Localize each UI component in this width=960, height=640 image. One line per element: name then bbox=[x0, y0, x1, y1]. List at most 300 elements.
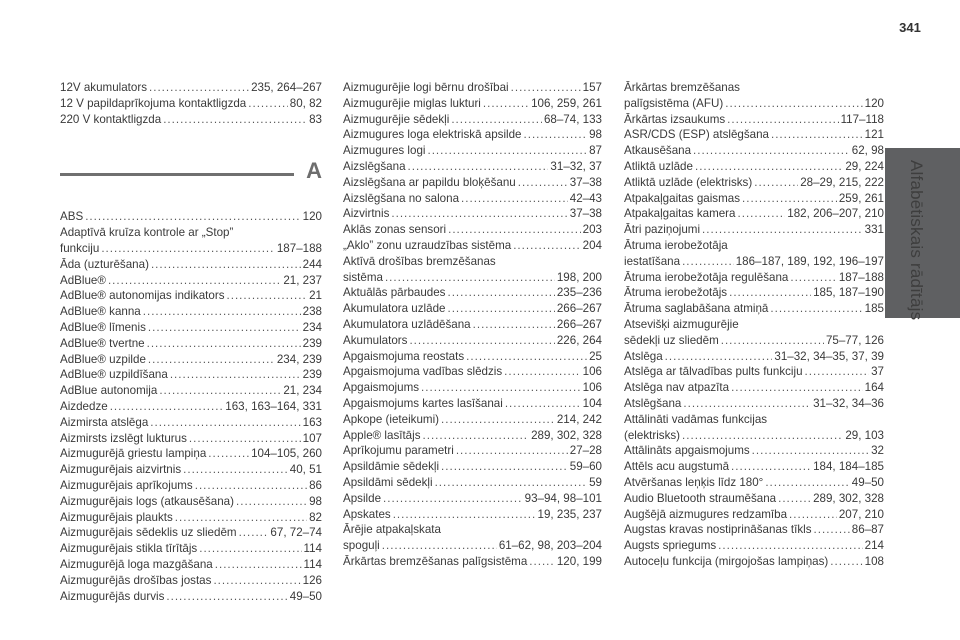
dot-leader bbox=[682, 428, 843, 444]
index-entry bbox=[343, 443, 602, 459]
index-entry bbox=[624, 349, 884, 365]
index-entry bbox=[343, 412, 602, 428]
entry-pages: 163 bbox=[302, 415, 322, 429]
entry-term: Aizmugurējās drošības jostas bbox=[60, 573, 212, 587]
entry-term: Aizslēgšana no salona bbox=[343, 191, 460, 205]
entry-term: 12V akumulators bbox=[60, 81, 147, 94]
dot-leader bbox=[108, 273, 281, 289]
entry-term: Apple® lasītājs bbox=[343, 428, 421, 442]
dot-leader bbox=[85, 209, 300, 225]
entry-term: Autoceļu funkcija (mirgojošas lampiņas) bbox=[624, 554, 829, 568]
entry-pages: 106, 259, 261 bbox=[531, 96, 602, 110]
intro-list bbox=[60, 80, 322, 127]
entry-pages: 234 bbox=[302, 320, 322, 334]
entry-pages: 27–28 bbox=[569, 444, 602, 458]
dot-leader bbox=[731, 459, 811, 475]
dot-leader bbox=[195, 478, 307, 494]
entry-pages: 98 bbox=[589, 128, 602, 142]
entry-term: Aizmugurējie logi bērnu drošībai bbox=[343, 81, 509, 94]
entry-term: Apsildāmie sēdekļi bbox=[343, 460, 440, 474]
entry-pages: 106 bbox=[582, 365, 602, 379]
dot-leader bbox=[385, 270, 555, 286]
page-number: 341 bbox=[899, 20, 921, 35]
dot-leader bbox=[729, 285, 811, 301]
entry-pages: 184, 184–185 bbox=[813, 460, 884, 474]
dot-leader bbox=[725, 96, 862, 112]
entry-pages: 289, 302, 328 bbox=[531, 428, 602, 442]
dot-leader bbox=[754, 175, 798, 191]
entry-term: sistēma bbox=[343, 270, 383, 284]
dot-leader bbox=[441, 459, 568, 475]
dot-leader bbox=[408, 159, 549, 175]
index-entry bbox=[343, 127, 602, 143]
index-entry bbox=[624, 254, 884, 270]
entry-term: Aizmugures logi bbox=[343, 144, 426, 158]
dot-leader bbox=[391, 206, 567, 222]
dot-leader bbox=[771, 127, 863, 143]
entry-term: spoguļi bbox=[343, 539, 380, 553]
entry-pages: 86–87 bbox=[851, 523, 884, 537]
entry-pages: 203 bbox=[582, 223, 602, 237]
dot-leader bbox=[770, 301, 862, 317]
entry-term: Aizmugurējie miglas lukturi bbox=[343, 96, 481, 110]
entry-term: Attālināts apgaismojums bbox=[624, 444, 750, 458]
index-entry bbox=[624, 554, 884, 570]
index-entry bbox=[60, 96, 322, 112]
entry-pages: 114 bbox=[303, 557, 322, 571]
entry-term: Atslēga nav atpazīta bbox=[624, 381, 730, 395]
dot-leader bbox=[518, 175, 568, 191]
dot-leader bbox=[731, 380, 863, 396]
entry-term: Apgaismojuma vadības slēdzis bbox=[343, 365, 503, 379]
index-entry bbox=[60, 510, 322, 526]
dot-leader bbox=[447, 285, 554, 301]
index-entry bbox=[60, 80, 322, 96]
entry-pages: 37 bbox=[871, 365, 884, 379]
entry-term: Aizmugurējās durvis bbox=[60, 589, 165, 603]
entry-pages: 19, 235, 237 bbox=[537, 507, 602, 521]
entry-term: (elektrisks) bbox=[624, 428, 681, 442]
entry-pages: 234, 239 bbox=[276, 352, 322, 366]
entry-term: Aizvirtnis bbox=[343, 207, 390, 221]
dot-leader bbox=[830, 554, 862, 570]
entry-pages: 87 bbox=[589, 144, 602, 158]
entry-pages: 157 bbox=[582, 81, 602, 94]
index-entry bbox=[343, 475, 602, 491]
index-entry bbox=[343, 285, 602, 301]
dot-leader bbox=[163, 112, 307, 128]
entry-term: Ārkārtas izsaukums bbox=[624, 112, 726, 126]
index-entry bbox=[343, 270, 602, 286]
dot-leader bbox=[718, 538, 863, 554]
entry-term: Apskates bbox=[343, 507, 391, 521]
index-entry bbox=[624, 191, 884, 207]
entry-term: Aizmugurējais aizvirtnis bbox=[60, 463, 182, 477]
entry-term: Aizmugurējā griestu lampiņa bbox=[60, 447, 207, 461]
dot-leader bbox=[236, 494, 307, 510]
entry-pages: 239 bbox=[302, 336, 322, 350]
entry-term: palīgsistēma (AFU) bbox=[624, 96, 724, 110]
dot-leader bbox=[147, 336, 301, 352]
entry-pages: 207, 210 bbox=[838, 507, 884, 521]
index-entry-continued: Attālināti vadāmas funkcijas bbox=[624, 412, 768, 426]
dot-leader bbox=[239, 525, 269, 541]
entry-pages: 235, 264–267 bbox=[251, 81, 322, 94]
entry-pages: 107 bbox=[302, 431, 322, 445]
index-entry bbox=[60, 320, 322, 336]
index-entry bbox=[624, 459, 884, 475]
entry-term: Aprīkojumu parametri bbox=[343, 444, 454, 458]
dot-leader bbox=[170, 367, 301, 383]
dot-leader bbox=[805, 364, 870, 380]
dot-leader bbox=[727, 112, 838, 128]
entry-term: Aizmugurējais stikla tīrītājs bbox=[60, 542, 198, 556]
entry-term: Augšējā aizmugures redzamība bbox=[624, 507, 788, 521]
entry-pages: 114 bbox=[303, 542, 322, 556]
index-entry bbox=[343, 538, 602, 554]
entry-term: Atpakaļgaitas kamera bbox=[624, 207, 736, 221]
entry-list bbox=[343, 80, 602, 570]
index-entry bbox=[343, 396, 602, 412]
dot-leader bbox=[513, 238, 580, 254]
entry-pages: 49–50 bbox=[851, 475, 884, 489]
entry-pages: 104–105, 260 bbox=[251, 447, 322, 461]
index-entry bbox=[624, 491, 884, 507]
entry-pages: 266–267 bbox=[556, 317, 602, 331]
index-entry bbox=[624, 159, 884, 175]
index-column-3 bbox=[624, 80, 884, 570]
entry-term: „Aklo” zonu uzraudzības sistēma bbox=[343, 238, 512, 252]
entry-term: Apsildāmi sēdekļi bbox=[343, 475, 433, 489]
index-entry bbox=[60, 573, 322, 589]
entry-pages: 331 bbox=[864, 223, 884, 237]
entry-pages: 104 bbox=[582, 396, 602, 410]
entry-pages: 21 bbox=[309, 289, 322, 303]
index-entry bbox=[60, 415, 322, 431]
entry-term: Ātri paziņojumi bbox=[624, 223, 701, 237]
index-entry bbox=[343, 333, 602, 349]
index-entry bbox=[624, 175, 884, 191]
entry-pages: 98 bbox=[309, 494, 322, 508]
dot-leader bbox=[752, 443, 869, 459]
entry-pages: 244 bbox=[302, 257, 322, 271]
entry-term: Akumulatora uzlāde bbox=[343, 302, 446, 316]
index-entry bbox=[624, 333, 884, 349]
index-entry bbox=[343, 222, 602, 238]
entry-term: Aizmugurējais plaukts bbox=[60, 510, 173, 524]
entry-pages: 164 bbox=[864, 381, 884, 395]
index-entry bbox=[60, 557, 322, 573]
dot-leader bbox=[738, 206, 786, 222]
entry-term: Augstas kravas nostiprināšanas tīkls bbox=[624, 523, 812, 537]
dot-leader bbox=[382, 538, 497, 554]
dot-leader bbox=[778, 491, 811, 507]
entry-term: Attēls acu augstumā bbox=[624, 460, 730, 474]
side-tab-label: Alfabētiskais rādītājs bbox=[907, 160, 926, 321]
entry-pages: 266–267 bbox=[556, 302, 602, 316]
dot-leader bbox=[110, 399, 224, 415]
entry-pages: 126 bbox=[302, 573, 322, 587]
index-entry bbox=[624, 428, 884, 444]
entry-pages: 59–60 bbox=[569, 460, 602, 474]
index-entry bbox=[60, 431, 322, 447]
entry-pages: 86 bbox=[309, 478, 322, 492]
index-entry bbox=[343, 80, 602, 96]
entry-pages: 31–32, 34–36 bbox=[813, 396, 884, 410]
dot-leader bbox=[148, 320, 301, 336]
entry-pages: 187–188 bbox=[276, 241, 322, 255]
index-entry bbox=[624, 112, 884, 128]
dot-leader bbox=[427, 143, 587, 159]
index-entry bbox=[343, 96, 602, 112]
entry-term: Aizmugurējais sēdeklis uz sliedēm bbox=[60, 526, 237, 540]
entry-pages: 40, 51 bbox=[289, 463, 322, 477]
entry-pages: 182, 206–207, 210 bbox=[787, 207, 884, 221]
dot-leader bbox=[148, 352, 275, 368]
entry-pages: 21, 234 bbox=[283, 384, 322, 398]
index-entry bbox=[624, 206, 884, 222]
dot-leader bbox=[693, 143, 850, 159]
entry-pages: 75–77, 126 bbox=[825, 333, 884, 347]
entry-pages: 120, 199 bbox=[556, 554, 602, 568]
entry-term: Aizdedze bbox=[60, 399, 108, 413]
entry-term: Atslēga bbox=[624, 349, 663, 363]
dot-leader bbox=[695, 159, 843, 175]
index-entry bbox=[624, 475, 884, 491]
entry-term: Ārkārtas bremzēšanas palīgsistēma bbox=[343, 554, 528, 568]
dot-leader bbox=[215, 557, 302, 573]
index-entry bbox=[343, 191, 602, 207]
dot-leader bbox=[665, 349, 773, 365]
entry-term: funkciju bbox=[60, 241, 100, 255]
dot-leader bbox=[702, 222, 863, 238]
index-entry bbox=[343, 159, 602, 175]
entry-pages: 117–118 bbox=[840, 112, 884, 126]
entry-term: ABS bbox=[60, 210, 84, 224]
entry-pages: 59 bbox=[589, 475, 602, 489]
index-entry bbox=[343, 507, 602, 523]
dot-leader bbox=[248, 96, 288, 112]
index-entry bbox=[343, 317, 602, 333]
entry-term: Atslēgšana bbox=[624, 396, 682, 410]
entry-term: Atpakaļgaitas gaismas bbox=[624, 191, 740, 205]
entry-pages: 49–50 bbox=[289, 589, 322, 603]
entry-pages: 226, 264 bbox=[556, 333, 602, 347]
entry-pages: 32 bbox=[871, 444, 884, 458]
dot-leader bbox=[524, 127, 588, 143]
index-entry bbox=[343, 380, 602, 396]
index-entry bbox=[60, 352, 322, 368]
index-entry bbox=[60, 446, 322, 462]
entry-pages: 121 bbox=[864, 128, 884, 142]
dot-leader bbox=[461, 191, 568, 207]
entry-term: Aktuālās pārbaudes bbox=[343, 286, 446, 300]
dot-leader bbox=[790, 270, 837, 286]
index-column-1 bbox=[60, 80, 322, 604]
dot-leader bbox=[451, 112, 542, 128]
index-entry-continued: Ātruma ierobežotāja bbox=[624, 238, 728, 252]
index-entry bbox=[60, 288, 322, 304]
entry-pages: 186–187, 189, 192, 196–197 bbox=[735, 254, 884, 268]
entry-pages: 239 bbox=[302, 368, 322, 382]
index-entry bbox=[343, 554, 602, 570]
index-entry bbox=[624, 301, 884, 317]
index-entry bbox=[343, 112, 602, 128]
dot-leader bbox=[423, 428, 530, 444]
dot-leader bbox=[151, 257, 301, 273]
entry-term: Atliktā uzlāde (elektrisks) bbox=[624, 175, 753, 189]
dot-leader bbox=[189, 431, 301, 447]
entry-term: Apsilde bbox=[343, 491, 382, 505]
entry-pages: 37–38 bbox=[569, 207, 602, 221]
entry-term: Aizmugurējais logs (atkausēšana) bbox=[60, 494, 234, 508]
entry-pages: 204 bbox=[582, 238, 602, 252]
entry-pages: 42–43 bbox=[569, 191, 602, 205]
entry-term: Aizmugurējā loga mazgāšana bbox=[60, 557, 213, 571]
index-entry bbox=[60, 494, 322, 510]
index-entry bbox=[624, 538, 884, 554]
entry-pages: 198, 200 bbox=[556, 270, 602, 284]
index-entry bbox=[624, 380, 884, 396]
entry-term: Atkausēšana bbox=[624, 144, 692, 158]
index-entry bbox=[343, 428, 602, 444]
index-entry-continued: Aktīvā drošības bremzēšanas bbox=[343, 254, 496, 268]
index-entry bbox=[60, 367, 322, 383]
dot-leader bbox=[511, 80, 581, 96]
entry-term: AdBlue® uzpilde bbox=[60, 352, 146, 366]
index-entry bbox=[60, 589, 322, 605]
entry-term: iestatīšana bbox=[624, 254, 681, 268]
entry-term: Akumulatora uzlādēšana bbox=[343, 317, 471, 331]
dot-leader bbox=[682, 254, 734, 270]
dot-leader bbox=[505, 396, 581, 412]
entry-pages: 163, 163–164, 331 bbox=[225, 399, 322, 413]
dot-leader bbox=[150, 415, 300, 431]
entry-term: AdBlue® kanna bbox=[60, 305, 141, 319]
index-entry bbox=[343, 491, 602, 507]
dot-leader bbox=[473, 317, 555, 333]
index-entry bbox=[60, 336, 322, 352]
entry-pages: 93–94, 98–101 bbox=[524, 491, 602, 505]
index-entry bbox=[343, 175, 602, 191]
entry-list bbox=[624, 80, 884, 570]
dot-leader bbox=[421, 380, 581, 396]
entry-pages: 31–32, 34–35, 37, 39 bbox=[774, 349, 884, 363]
entry-pages: 238 bbox=[302, 305, 322, 319]
entry-pages: 37–38 bbox=[569, 175, 602, 189]
index-entry bbox=[624, 270, 884, 286]
entry-pages: 29, 224 bbox=[845, 159, 884, 173]
entry-term: AdBlue autonomija bbox=[60, 384, 158, 398]
entry-term: Aizslēgšana ar papildu bloķēšanu bbox=[343, 175, 516, 189]
entry-term: sēdekļi uz sliedēm bbox=[624, 333, 719, 347]
index-entry-continued: Ārkārtas bremzēšanas bbox=[624, 81, 740, 94]
index-entry bbox=[624, 222, 884, 238]
entry-term: Akumulators bbox=[343, 333, 408, 347]
dot-leader bbox=[765, 475, 849, 491]
index-entry bbox=[60, 399, 322, 415]
dot-leader bbox=[208, 446, 249, 462]
entry-term: 12 V papildaprīkojuma kontaktligzda bbox=[60, 96, 247, 110]
entry-pages: 106 bbox=[582, 381, 602, 395]
index-entry bbox=[60, 304, 322, 320]
dot-leader bbox=[448, 222, 581, 238]
entry-list bbox=[60, 209, 322, 604]
entry-term: Ātruma ierobežotājs bbox=[624, 286, 728, 300]
index-entry bbox=[60, 478, 322, 494]
section-header-a bbox=[60, 145, 322, 201]
index-entry bbox=[60, 112, 322, 128]
dot-leader bbox=[814, 522, 850, 538]
section-divider bbox=[60, 173, 294, 176]
entry-term: AdBlue® uzpildīšana bbox=[60, 368, 168, 382]
entry-term: Aizslēgšana bbox=[343, 159, 406, 173]
entry-term: Aizmirsta atslēga bbox=[60, 415, 149, 429]
entry-pages: 185 bbox=[864, 302, 884, 316]
entry-term: AdBlue® līmenis bbox=[60, 320, 146, 334]
dot-leader bbox=[183, 462, 288, 478]
index-column-2 bbox=[343, 80, 602, 570]
entry-term: Ātruma ierobežotāja regulēšana bbox=[624, 270, 789, 284]
dot-leader bbox=[101, 241, 275, 257]
index-entry bbox=[343, 238, 602, 254]
entry-term: Aizmugures loga elektriskā apsilde bbox=[343, 128, 522, 142]
entry-term: Atslēga ar tālvadības pults funkciju bbox=[624, 365, 803, 379]
dot-leader bbox=[466, 349, 587, 365]
index-entry bbox=[624, 364, 884, 380]
index-entry bbox=[624, 127, 884, 143]
index-entry bbox=[624, 507, 884, 523]
dot-leader bbox=[409, 333, 554, 349]
entry-term: Āda (uzturēšana) bbox=[60, 257, 149, 271]
entry-pages: 82 bbox=[309, 510, 322, 524]
entry-term: Augsts spriegums bbox=[624, 539, 717, 553]
index-entry bbox=[624, 522, 884, 538]
dot-leader bbox=[213, 573, 300, 589]
index-entry bbox=[624, 396, 884, 412]
dot-leader bbox=[529, 554, 555, 570]
entry-term: Apkope (ieteikumi) bbox=[343, 412, 440, 426]
entry-pages: 108 bbox=[864, 554, 884, 568]
entry-term: Apgaismojuma reostats bbox=[343, 349, 465, 363]
entry-pages: 214, 242 bbox=[556, 412, 602, 426]
index-entry-continued: Adaptīvā kruīza kontrole ar „Stop” bbox=[60, 226, 234, 240]
entry-term: Atvēršanas leņķis līdz 180° bbox=[624, 475, 764, 489]
entry-pages: 83 bbox=[309, 112, 322, 126]
dot-leader bbox=[683, 396, 811, 412]
entry-term: 220 V kontaktligzda bbox=[60, 112, 162, 126]
dot-leader bbox=[166, 589, 287, 605]
entry-term: Aizmirsts izslēgt lukturus bbox=[60, 431, 187, 445]
entry-pages: 185, 187–190 bbox=[813, 286, 884, 300]
index-entry bbox=[343, 143, 602, 159]
entry-pages: 120 bbox=[864, 96, 884, 110]
index-entry bbox=[60, 541, 322, 557]
entry-pages: 31–32, 37 bbox=[550, 159, 602, 173]
index-entry bbox=[624, 143, 884, 159]
entry-pages: 61–62, 98, 203–204 bbox=[498, 539, 602, 553]
dot-leader bbox=[393, 507, 536, 523]
index-entry bbox=[624, 96, 884, 112]
entry-term: Aklās zonas sensori bbox=[343, 223, 447, 237]
entry-term: AdBlue® tvertne bbox=[60, 336, 145, 350]
index-entry bbox=[343, 349, 602, 365]
entry-pages: 67, 72–74 bbox=[270, 526, 322, 540]
index-entry bbox=[343, 301, 602, 317]
entry-pages: 21, 237 bbox=[283, 273, 322, 287]
dot-leader bbox=[383, 491, 523, 507]
dot-leader bbox=[447, 301, 554, 317]
